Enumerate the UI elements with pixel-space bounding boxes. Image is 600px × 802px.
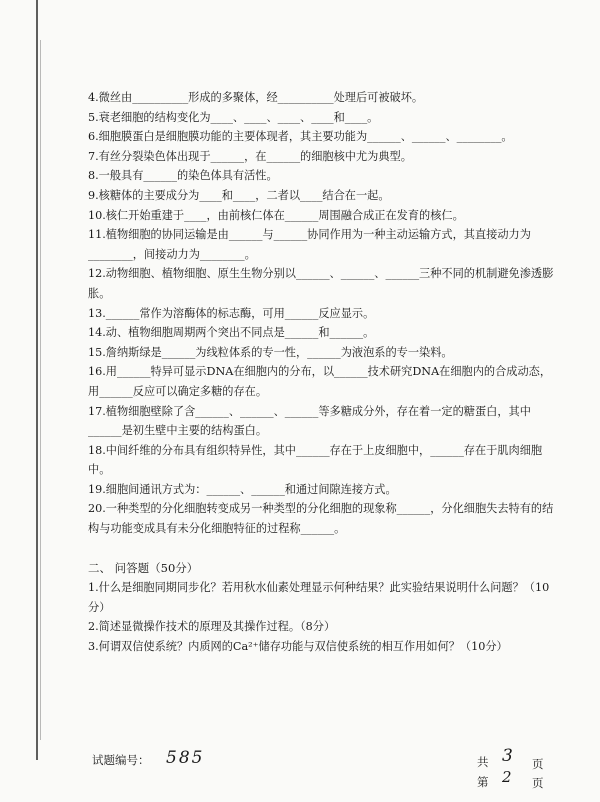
essay-question-1: 1.什么是细胞同期同步化？若用秋水仙素处理显示何种结果？此实验结果说明什么问题？（10分） bbox=[88, 581, 550, 614]
exam-code-value: 585 bbox=[166, 748, 205, 768]
total-pages-unit: 页 bbox=[532, 757, 544, 771]
fill-question-13: 13.______常作为溶酶体的标志酶，可用______反应显示。 bbox=[88, 306, 375, 320]
fill-question-8: 8.一般具有______的染色体具有活性。 bbox=[88, 169, 278, 183]
fill-question-19: 19.细胞间通讯方式为：______、______和通过间隙连接方式。 bbox=[88, 482, 397, 496]
fill-question-9: 9.核糖体的主要成分为____和____，二者以____结合在一起。 bbox=[88, 188, 390, 202]
current-page-unit: 页 bbox=[532, 776, 544, 790]
total-pages-value: 3 bbox=[502, 746, 513, 766]
fill-question-20: 20.一种类型的分化细胞转变成另一种类型的分化细胞的现象称______，分化细胞失去特有的结构与功能变成具有未分化细胞特征的过程称______。 bbox=[88, 502, 554, 536]
exam-code-label: 试题编号： bbox=[92, 753, 150, 767]
fill-question-6: 6.细胞膜蛋白是细胞膜功能的主要体现者，其主要功能为______、______、________。 bbox=[88, 130, 513, 144]
fill-question-12: 12.动物细胞、植物细胞、原生生物分别以______、______、______三种不同的机制避免渗透膨胀。 bbox=[88, 267, 554, 300]
scan-fold-line bbox=[36, 0, 38, 760]
fill-question-11: 11.植物细胞的协同运输是由______与______协同作用为一种主动运输方式，其直接动力为________，间接动力为________。 bbox=[88, 228, 531, 261]
fill-question-7: 7.有丝分裂染色体出现于______，在______的细胞核中尤为典型。 bbox=[88, 149, 412, 163]
total-pages-label: 共 bbox=[477, 755, 489, 769]
section-title: 二、 问答题（50分） bbox=[88, 560, 199, 575]
fill-question-5: 5.衰老细胞的结构变化为____、____、____、____和____。 bbox=[88, 110, 379, 124]
essay-question-2: 2.简述显微操作技术的原理及其操作过程。（8分） bbox=[88, 620, 336, 634]
page-footer bbox=[92, 744, 552, 794]
fill-question-17: 17.植物细胞壁除了含______、______、______等多糖成分外，存在着一定的糖蛋白，其中______是初生壁中主要的结构蛋白。 bbox=[88, 404, 531, 438]
fill-question-16: 16.用______特异可显示DNA在细胞内的分布，以______技术研究DNA在细胞内的合成动态，用______反应可以确定多糖的存在。 bbox=[88, 365, 552, 398]
fill-question-14: 14.动、植物细胞周期两个突出不同点是______和______。 bbox=[88, 326, 375, 340]
fill-question-4: 4.微丝由__________形成的多聚体，经__________处理后可被破坏。 bbox=[88, 91, 424, 104]
fill-question-15: 15.詹纳斯绿是______为线粒体系的专一性，______为液泡系的专一染料。 bbox=[88, 345, 453, 359]
current-page-value: 2 bbox=[502, 768, 512, 786]
scan-fold-shadow bbox=[40, 40, 41, 740]
question-list bbox=[88, 88, 558, 657]
fill-question-18: 18.中间纤维的分布具有组织特异性，其中______存在于上皮细胞中，______存在于肌肉细胞中。 bbox=[88, 443, 543, 477]
essay-question-3: 3.何谓双信使系统？内质网的Ca²⁺储存功能与双信使系统的相互作用如何？（10分） bbox=[88, 640, 508, 654]
fill-question-10: 10.核仁开始重建于____，由前核仁体在______周围融合成正在发育的核仁。 bbox=[88, 208, 464, 222]
current-page-label: 第 bbox=[477, 775, 489, 789]
